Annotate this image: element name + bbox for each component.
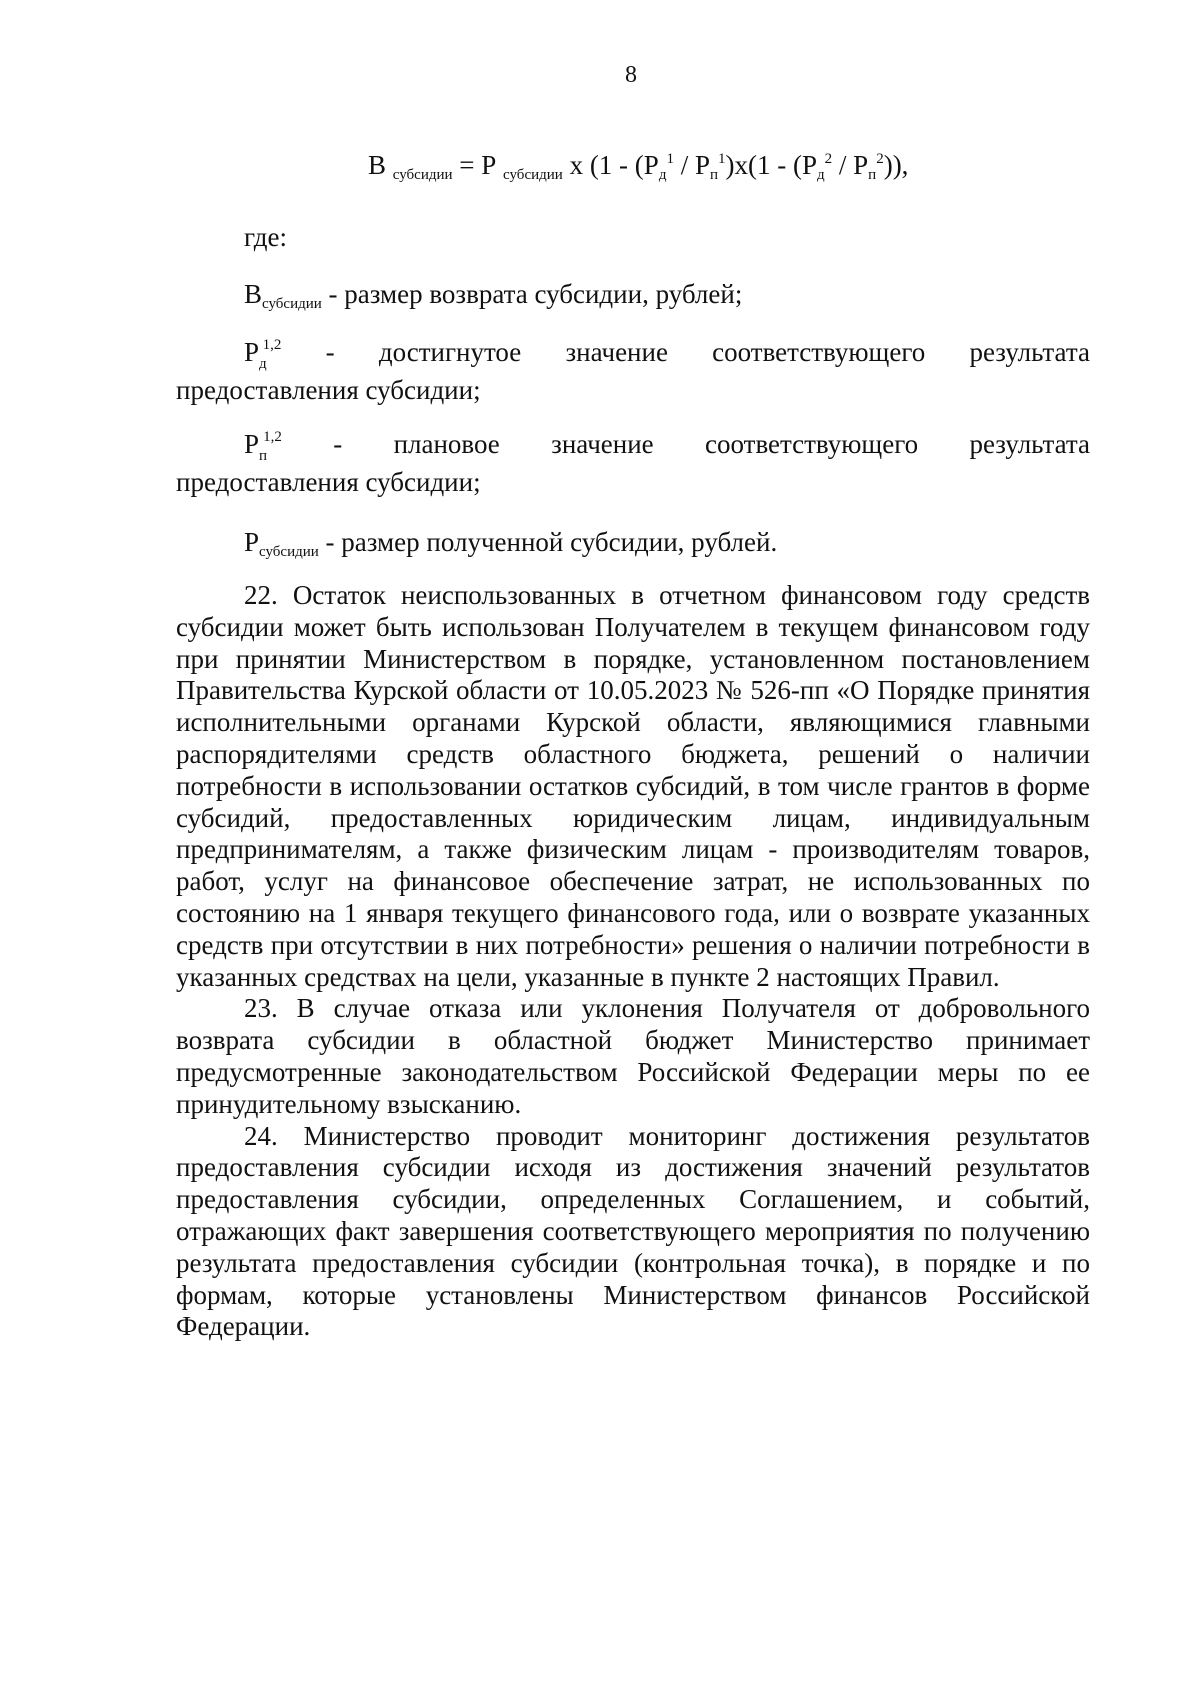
- formula-r: Р: [481, 150, 497, 180]
- page-number: 8: [625, 62, 637, 88]
- def-v-sub: субсидии: [262, 296, 322, 312]
- paragraph-22: 22. Остаток неиспользованных в отчетном финансовом году средств субсидии может быть использован Получателем в текущем финансовом году при принятии Министерством в порядке, установленном постановлением Правительства Курской области от 10.05.2023 № 526-пп «О Порядке принятия исполнительными органами Курской области, являющимися главными распорядителями средств областного бюджета, решений о наличии потребности в использовании остатков субсидий, в том числе грантов в форме субсидий, предоставленных юридическим лицам, индивидуальным предпринимателям, а также физическим лицам - производителям товаров, работ, услуг на финансовое обеспечение затрат, не использованных по состоянию на 1 января текущего финансового года, или о возврате указанных средств при отсутствии в них потребности» решения о наличии потребности в указанных средствах на цели, указанные в пункте 2 настоящих Правил.: [176, 580, 1090, 992]
- formula-r-sub: субсидии: [503, 167, 563, 183]
- formula-end: )),: [883, 150, 909, 180]
- formula-part1: х (1 - (Р: [569, 150, 659, 180]
- formula-sup4: 2: [876, 151, 884, 167]
- formula-slash1: / Р: [673, 150, 710, 180]
- formula-p-sub: п: [709, 167, 719, 183]
- formula-sup3: 2: [824, 151, 833, 167]
- formula-part2: )х(1 - (Р: [725, 150, 817, 180]
- definition-r: [176, 526, 1090, 569]
- body-text: [176, 580, 1090, 1343]
- def-rp-sup: 1,2: [263, 429, 282, 445]
- formula-slash2: / Р: [832, 150, 869, 180]
- def-rp-sub: п: [259, 448, 268, 464]
- def-r-symbol: Р: [244, 527, 260, 557]
- formula-p-sub2: п: [868, 167, 877, 183]
- formula-d-sub: д: [658, 167, 667, 183]
- formula-sup2: 1: [718, 151, 726, 167]
- def-rp-word: -: [333, 429, 343, 459]
- def-rp-symbol: Р: [244, 429, 260, 459]
- def-r-text: - размер полученной субсидии, рублей.: [318, 527, 778, 557]
- def-rp-word: плановое: [393, 429, 500, 459]
- def-rd-word: достигнутое: [378, 337, 522, 367]
- definition-v: [176, 278, 1090, 321]
- def-rd-line2: предоставления субсидии;: [176, 375, 481, 405]
- definition-rp: [176, 428, 1090, 499]
- formula-v-sub: субсидии: [392, 167, 453, 183]
- paragraph-24: 24. Министерство проводит мониторинг достижения результатов предоставления субсидии исходя из достижения значений результатов предоставления субсидии, определенных Соглашением, и событий, отражающих факт завершения соответствующего мероприятия по получению результата предоставления субсидии (контрольная точка), в порядке и по формам, которые установлены Министерством финансов Российской Федерации.: [176, 1120, 1090, 1342]
- def-r-sub: субсидии: [259, 544, 319, 560]
- definition-rd: [176, 336, 1090, 407]
- def-v-text: - размер возврата субсидии, рублей;: [321, 279, 743, 309]
- paragraph-23: 23. В случае отказа или уклонения Получателя от добровольного возврата субсидии в областной бюджет Министерство принимает предусмотренные законодательством Российской Федерации меры по ее принудительному взысканию.: [176, 993, 1090, 1119]
- def-rd-word: соответствующего: [712, 337, 926, 367]
- def-rp-line2: предоставления субсидии;: [176, 467, 481, 497]
- def-rp-word: значение: [551, 429, 654, 459]
- formula-eq: =: [459, 150, 475, 180]
- refund-formula: [368, 150, 908, 184]
- def-rd-word: результата: [969, 337, 1090, 367]
- def-rp-word: результата: [969, 429, 1090, 459]
- formula-v: В: [368, 150, 387, 180]
- def-v-symbol: В: [244, 279, 263, 309]
- def-rd-sub: д: [259, 356, 267, 372]
- formula-d-sub2: д: [817, 167, 825, 183]
- where-label: где:: [244, 222, 287, 252]
- formula-sup1: 1: [666, 151, 674, 167]
- def-rd-word: значение: [565, 337, 668, 367]
- def-rd-symbol: Р: [244, 337, 260, 367]
- def-rd-sup: 1,2: [262, 337, 282, 353]
- def-rp-word: соответствующего: [705, 429, 919, 459]
- def-rd-word: -: [325, 337, 335, 367]
